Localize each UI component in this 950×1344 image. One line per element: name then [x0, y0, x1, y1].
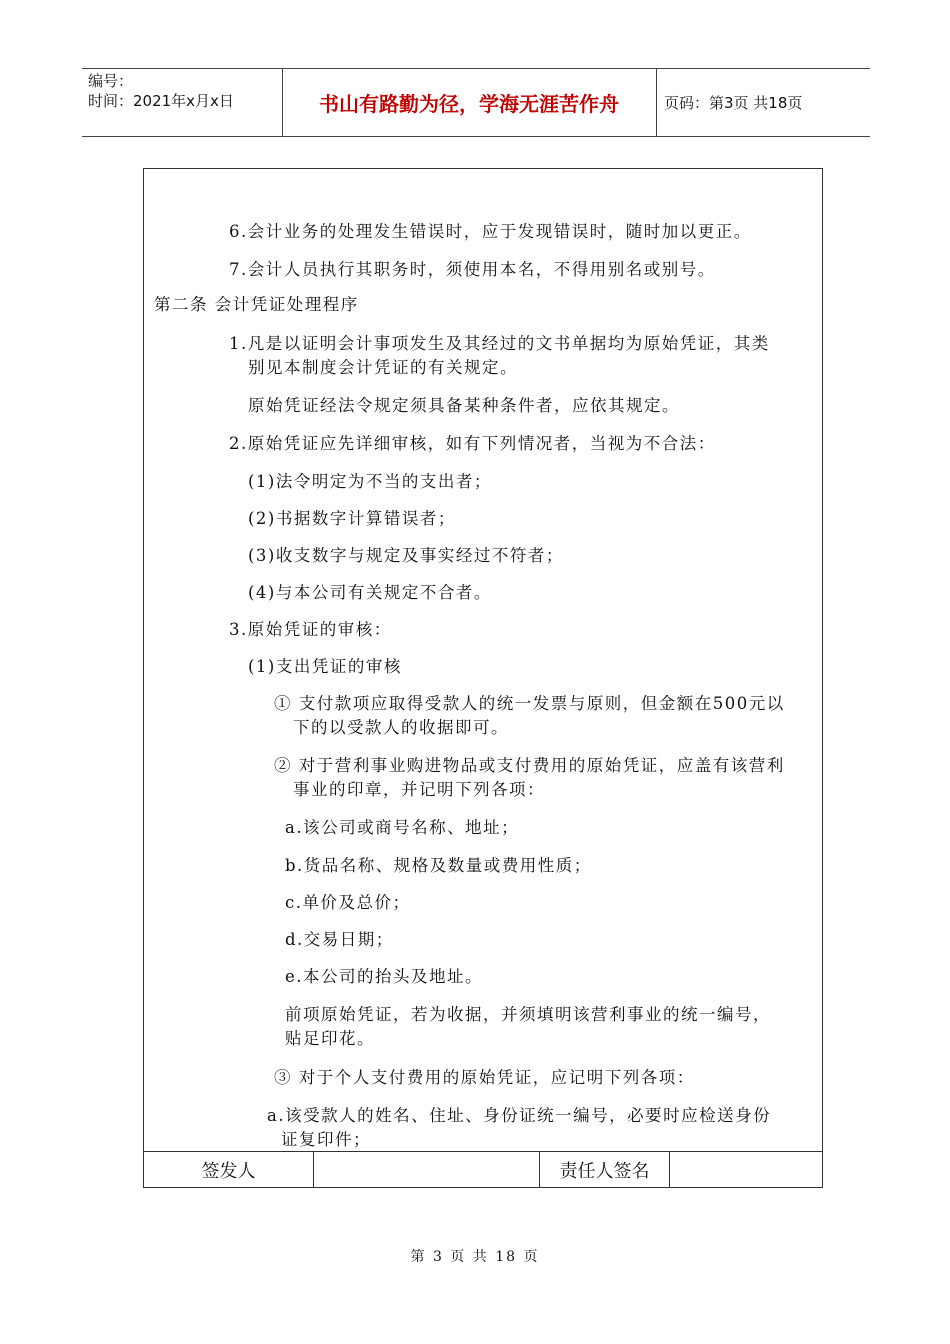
content-line: ① 支付款项应取得受款人的统一发票与原则，但金额在500元以: [274, 694, 785, 713]
content-line: 1.凡是以证明会计事项发生及其经过的文书单据均为原始凭证，其类: [229, 334, 770, 353]
content-line: d.交易日期；: [285, 930, 394, 949]
content-line: a.该受款人的姓名、住址、身份证统一编号，必要时应检送身份: [267, 1106, 772, 1125]
responsible-signature-label: 责任人签名: [540, 1152, 670, 1187]
time-label: 时间：2021年x月x日: [88, 92, 234, 110]
content-line: (3)收支数字与规定及事实经过不符者；: [248, 546, 564, 565]
content-line: 3.原始凭证的审核：: [229, 620, 392, 639]
content-line: 7.会计人员执行其职务时，须使用本名，不得用别名或别号。: [229, 260, 716, 279]
content-line: a.该公司或商号名称、地址；: [285, 818, 520, 837]
content-line: 2.原始凭证应先详细审核，如有下列情况者，当视为不合法：: [229, 434, 716, 453]
header-bottom-rule: [82, 136, 870, 137]
content-line: (4)与本公司有关规定不合者。: [248, 583, 492, 602]
content-line: ② 对于营利事业购进物品或支付费用的原始凭证，应盖有该营利: [274, 756, 785, 775]
page-footer: 第 3 页 共 18 页: [410, 1249, 540, 1265]
content-line: (2)书据数字计算错误者；: [248, 509, 456, 528]
serial-number-label: 编号：: [88, 72, 134, 90]
content-line: 贴足印花。: [285, 1029, 375, 1048]
content-line: 别见本制度会计凭证的有关规定。: [248, 358, 518, 377]
content-line: 下的以受款人的收据即可。: [293, 718, 509, 737]
issuer-field[interactable]: [314, 1152, 540, 1187]
content-line: 6.会计业务的处理发生错误时，应于发现错误时，随时加以更正。: [229, 222, 752, 241]
content-line: ③ 对于个人支付费用的原始凭证，应记明下列各项：: [274, 1068, 695, 1087]
header-motto: 书山有路勤为径，学海无涯苦作舟: [319, 91, 619, 116]
content-line: (1)支出凭证的审核: [248, 657, 402, 676]
content-line: 原始凭证经法令规定须具备某种条件者，应依其规定。: [248, 396, 680, 415]
section-heading: 第二条 会计凭证处理程序: [154, 295, 359, 314]
header-divider-right: [656, 68, 657, 136]
header-page-info: 页码：第3页 共18页: [664, 93, 803, 112]
document-content-box: [143, 168, 823, 1188]
signature-row: [144, 1151, 822, 1187]
content-line: e.本公司的抬头及地址。: [285, 967, 484, 986]
header-meta: [88, 71, 278, 111]
content-line: c.单价及总价；: [285, 893, 411, 912]
issuer-label: 签发人: [144, 1152, 314, 1187]
content-line: (1)法令明定为不当的支出者；: [248, 472, 492, 491]
content-line: 证复印件；: [281, 1130, 371, 1149]
content-line: 事业的印章，并记明下列各项：: [293, 780, 545, 799]
responsible-signature-field[interactable]: [670, 1152, 822, 1187]
content-line: b.货品名称、规格及数量或费用性质；: [285, 856, 592, 875]
content-line: 前项原始凭证，若为收据，并须填明该营利事业的统一编号，: [285, 1005, 771, 1024]
